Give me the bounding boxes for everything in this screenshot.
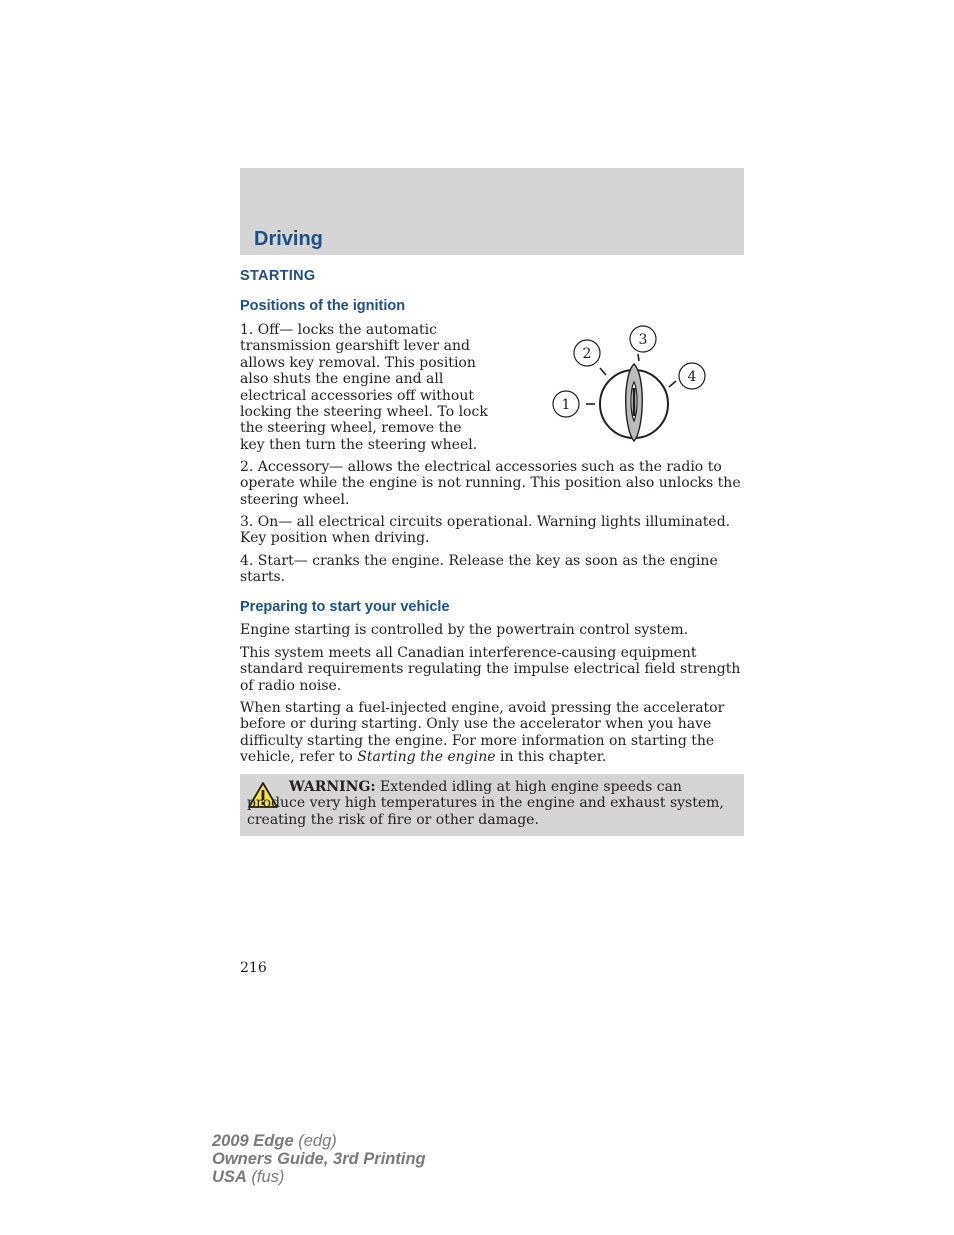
paragraph-3-tail: in this chapter. xyxy=(495,749,607,766)
warning-label: WARNING: xyxy=(289,779,376,795)
footer-model-code: (edg) xyxy=(293,1132,337,1150)
warning-text xyxy=(247,779,737,828)
position-label-4: 4 xyxy=(687,369,697,385)
preparing-paragraph-1: Engine starting is controlled by the powertrain control system. xyxy=(240,622,689,638)
ignition-diagram xyxy=(545,320,715,450)
ignition-item-accessory: 2. Accessory— allows the electrical accessories such as the radio to operate while the engine is not running. This position also unlocks the steering wheel. xyxy=(240,459,741,508)
chapter-header-band xyxy=(240,168,744,255)
ignition-subheading: Positions of the ignition xyxy=(240,298,406,314)
preparing-paragraph-2: This system meets all Canadian interference-causing equipment standard requirements regulating the impulse electrical field strength of radio noise. xyxy=(240,645,741,694)
footer-model: 2009 Edge xyxy=(212,1132,294,1150)
page-number: 216 xyxy=(240,960,267,976)
footer-market-code: (fus) xyxy=(246,1168,285,1186)
ignition-item-off: 1. Off— locks the automatic transmission gearshift lever and allows key removal. This position also shuts the engine and all electrical accessories off without locking the steering wheel. To lock the steering wheel, remove the key then turn the steering wheel. xyxy=(240,322,488,453)
section-heading: STARTING xyxy=(240,268,316,284)
footer-model-line xyxy=(212,1132,426,1150)
ignition-item-on: 3. On— all electrical circuits operational. Warning lights illuminated. Key position when driving. xyxy=(240,514,731,547)
tick-on xyxy=(638,354,639,361)
warning-box xyxy=(240,774,744,836)
footer-guide: Owners Guide, 3rd Printing xyxy=(212,1150,426,1168)
warning-message: Extended idling at high engine speeds can produce very high temperatures in the engine and exhaust system, creating the risk of fire or other damage. xyxy=(247,779,724,828)
footer-market-line xyxy=(212,1168,426,1186)
tick-accessory xyxy=(600,368,606,375)
preparing-paragraph-3 xyxy=(240,700,746,766)
footer-market: USA xyxy=(212,1168,247,1186)
tick-start xyxy=(669,381,676,387)
position-label-1: 1 xyxy=(561,397,571,413)
paragraph-3-text: When starting a fuel-injected engine, avoid pressing the accelerator before or during starting. Only use the accelerator when you have difficulty starting the engine. For more information on starting the vehicle, refer to xyxy=(240,700,725,766)
position-label-2: 2 xyxy=(582,346,592,362)
footer xyxy=(212,1132,426,1186)
ignition-item-start: 4. Start— cranks the engine. Release the key as soon as the engine starts. xyxy=(240,553,718,586)
cross-reference-starting-the-engine: Starting the engine xyxy=(357,749,496,766)
chapter-title: Driving xyxy=(254,228,323,250)
preparing-subheading: Preparing to start your vehicle xyxy=(240,599,450,615)
position-label-3: 3 xyxy=(638,332,648,348)
